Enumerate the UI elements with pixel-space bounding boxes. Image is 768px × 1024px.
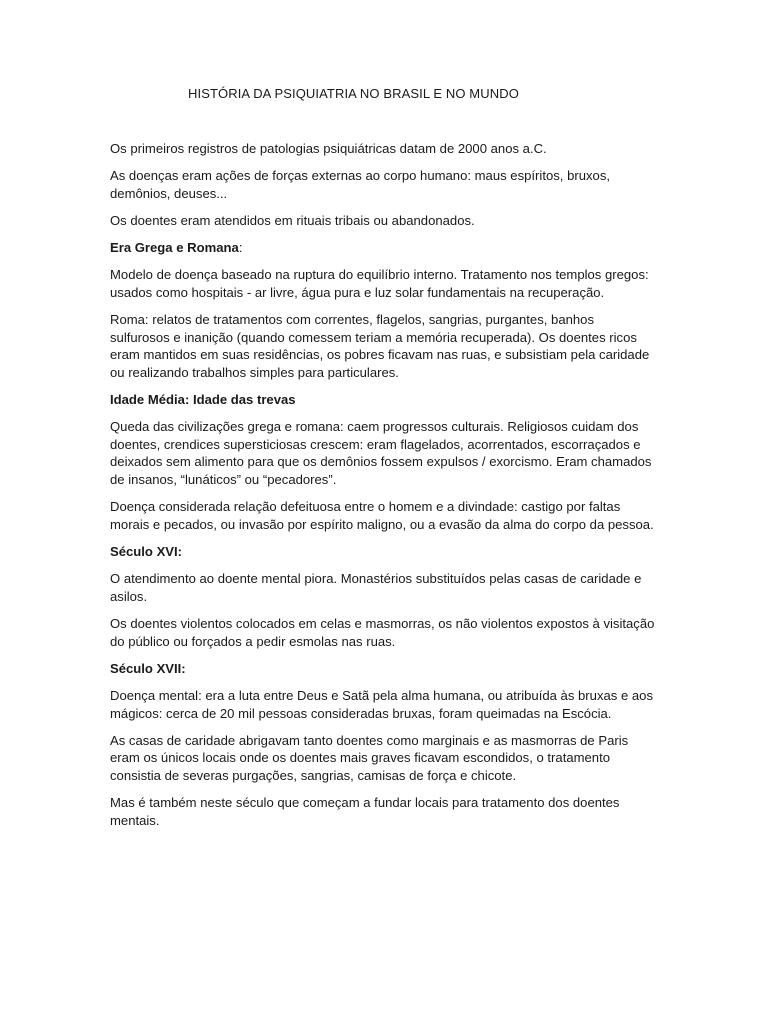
heading-suffix: : bbox=[238, 240, 243, 256]
paragraph: Os doentes eram atendidos em rituais tribais ou abandonados. bbox=[110, 212, 475, 228]
section-heading bbox=[110, 660, 655, 678]
paragraph: Doença mental: era a luta entre Deus e Satã pela alma humana, ou atribuída às bruxas e aos mágicos: cerca de 20 mil pessoas consideradas bruxas, foram queimadas na Escócia. bbox=[110, 687, 653, 721]
paragraph: Queda das civilizações grega e romana: caem progressos culturais. Religiosos cuidam dos doentes, crendices supersticiosas crescem: eram flagelados, acorrentados, escorraçados e deixados sem alimento para que os demônios fossem expulsos / exorcismo. Eram chamados de insanos, “lunáticos” ou “pecadores”. bbox=[110, 419, 652, 488]
paragraph: Modelo de doença baseado na ruptura do equilíbrio interno. Tratamento nos templos gregos: usados como hospitais - ar livre, água pura e luz solar fundamentais na recuperação. bbox=[110, 267, 649, 300]
paragraph: Doença considerada relação defeituosa entre o homem e a divindade: castigo por faltas morais e pecados, ou invasão por espírito maligno, ou a evasão da alma do corpo da pessoa. bbox=[110, 499, 654, 532]
heading-text: Século XVII: bbox=[110, 660, 186, 676]
paragraph: Os doentes violentos colocados em celas e masmorras, os não violentos expostos à visitação do público ou forçados a pedir esmolas nas ruas. bbox=[110, 616, 655, 649]
section-heading bbox=[110, 543, 655, 561]
heading-text: Século XVI: bbox=[110, 544, 183, 560]
section-heading bbox=[110, 391, 655, 409]
heading-text: Era Grega e Romana bbox=[110, 240, 239, 256]
paragraph: O atendimento ao doente mental piora. Monastérios substituídos pelas casas de caridade e asilos. bbox=[110, 571, 642, 604]
section-heading bbox=[110, 239, 655, 257]
paragraph: Mas é também neste século que começam a fundar locais para tratamento dos doentes mentais. bbox=[110, 795, 620, 828]
paragraph: Roma: relatos de tratamentos com correntes, flagelos, sangrias, purgantes, banhos sulfurosos e inanição (quando comessem teriam a memória recuperada). Os doentes ricos eram mantidos em suas residências, os pobres ficavam nas ruas, e subsistiam pela caridade ou realizando trabalhos simples para particulares. bbox=[110, 312, 650, 380]
paragraph: As casas de caridade abrigavam tanto doentes como marginais e as masmorras de Paris eram os únicos locais onde os doentes mais graves ficavam escondidos, o tratamento consistia de severas purgações, sangrias, camisas de força e chicote. bbox=[110, 732, 629, 783]
document-title: HISTÓRIA DA PSIQUIATRIA NO BRASIL E NO MUNDO bbox=[188, 86, 519, 101]
paragraph: As doenças eram ações de forças externas ao corpo humano: maus espíritos, bruxos, demônios, deuses... bbox=[110, 168, 611, 201]
heading-text: Idade Média: Idade das trevas bbox=[110, 392, 296, 408]
paragraph: Os primeiros registros de patologias psiquiátricas datam de 2000 anos a.C. bbox=[110, 141, 547, 156]
document-body bbox=[110, 140, 655, 839]
